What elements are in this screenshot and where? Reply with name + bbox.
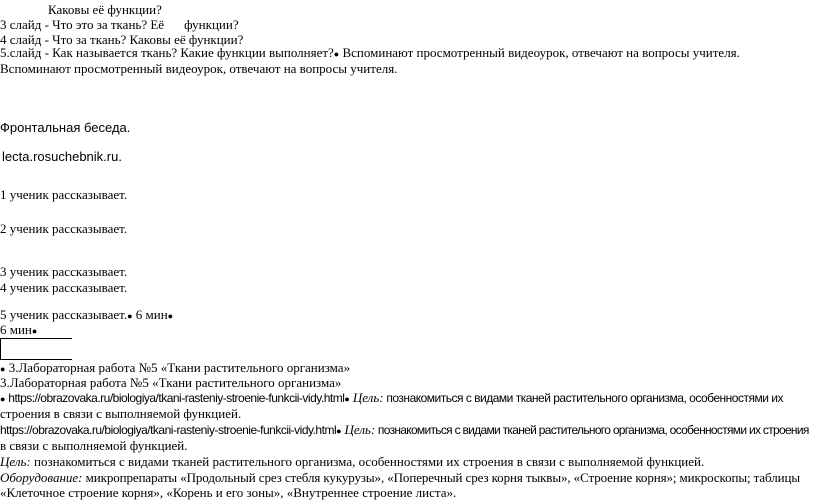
resource-link[interactable]: https://obrazovaka.ru/biologiya/tkani-rasteniy-stroenie-funkcii-vidy.html <box>5 391 345 405</box>
line-text: строения в связи с выполняемой функцией. <box>0 406 242 421</box>
bullet-icon: ● <box>344 394 350 404</box>
text-line <box>0 422 809 439</box>
text-line <box>0 17 239 33</box>
text-line <box>0 322 37 339</box>
line-text: познакомиться с видами тканей растительного организма, особенностями их <box>383 391 783 405</box>
line-text: в связи с выполняемой функцией. <box>0 438 188 453</box>
line-text: 4 ученик рассказывает. <box>0 280 128 295</box>
bullet-icon: ● <box>333 49 340 59</box>
text-line <box>0 390 783 407</box>
text-line <box>0 485 456 501</box>
goal-label: Цель: <box>0 454 31 469</box>
text-line <box>48 2 162 18</box>
text-line <box>2 149 122 165</box>
line-text: 3 ученик рассказывает. <box>0 264 128 279</box>
text-line <box>0 470 800 486</box>
line-text: 3.Лабораторная работа №5 «Ткани растительного организма» <box>5 360 351 375</box>
resource-link[interactable]: https://obrazovaka.ru/biologiya/tkani-rasteniy-stroenie-funkcii-vidy.html <box>0 423 337 437</box>
line-text: 3 слайд - Что это за ткань? Её <box>0 17 165 32</box>
table-border <box>0 338 72 339</box>
bullet-icon: ● <box>336 426 342 436</box>
line-text: 5.слайд - Как называется ткань? Какие функции выполняет? <box>0 45 334 60</box>
line-text: 1 ученик рассказывает. <box>0 187 128 202</box>
line-text: микропрепараты «Продольный срез стебля кукурузы», «Поперечный срез корня тыквы», «Строение корня»; микроскопы; таблицы <box>82 470 800 485</box>
text-line <box>0 187 127 203</box>
goal-label: Цель: <box>352 390 384 405</box>
text-line <box>0 264 127 280</box>
line-text: 6 мин <box>132 307 168 322</box>
bullet-icon: ● <box>31 326 38 336</box>
table-border <box>0 338 1 359</box>
line-text: Фронтальная беседа. <box>0 120 131 135</box>
text-line <box>0 45 740 62</box>
line-text: познакомиться с видами тканей растительного организма, особенностями их строения <box>375 423 809 437</box>
text-line <box>0 375 341 391</box>
equipment-label: Оборудование: <box>0 470 83 485</box>
line-text: функции? <box>184 17 239 32</box>
line-text: 4 слайд - Что за ткань? Каковы её функции? <box>0 32 244 47</box>
line-text: Каковы её функции? <box>48 2 162 17</box>
text-line <box>0 454 704 470</box>
line-text: Вспоминают просмотренный видеоурок, отвечают на вопросы учителя. <box>339 45 740 60</box>
text-line <box>0 438 188 454</box>
bullet-icon: ● <box>167 311 174 321</box>
line-text: «Клеточное строение корня», «Корень и его зоны», «Внутреннее строение листа». <box>0 485 457 500</box>
text-line <box>0 280 127 296</box>
line-text: познакомиться с видами тканей растительного организма, особенностями их строения в связи с выполняемой функцией. <box>30 454 705 469</box>
line-text: Вспоминают просмотренный видеоурок, отвечают на вопросы учителя. <box>0 61 398 76</box>
text-line <box>0 61 397 77</box>
goal-label: Цель: <box>344 422 376 437</box>
text-line <box>0 120 130 136</box>
bullet-icon: ● <box>127 311 133 321</box>
bullet-icon: ● <box>0 364 6 374</box>
line-text: 6 мин <box>0 322 32 337</box>
line-text: 5 ученик рассказывает. <box>0 307 128 322</box>
text-line <box>0 221 127 237</box>
bullet-icon: ● <box>0 394 6 404</box>
line-text: 2 ученик рассказывает. <box>0 221 128 236</box>
text-line <box>0 406 241 422</box>
line-text: 3.Лабораторная работа №5 «Ткани растительного организма» <box>0 375 342 390</box>
source-link[interactable]: lecta.rosuchebnik.ru. <box>2 149 122 164</box>
